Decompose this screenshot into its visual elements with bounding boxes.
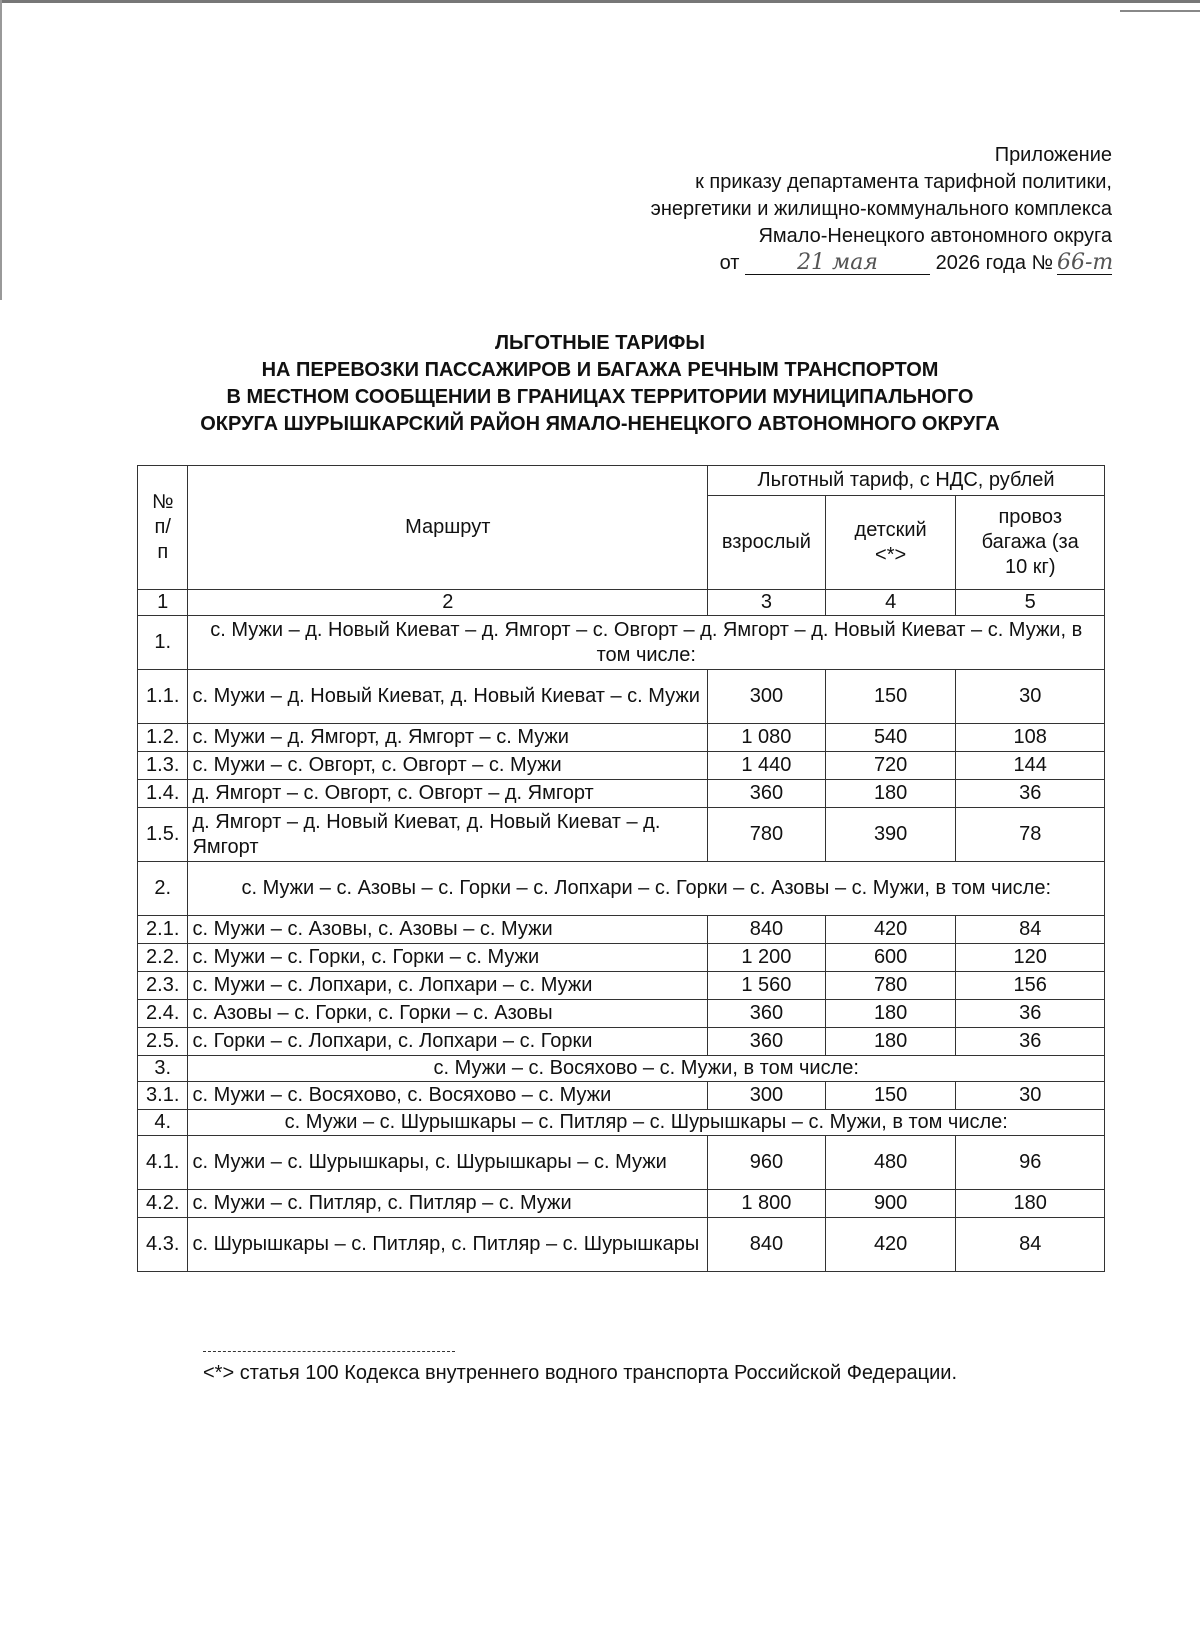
tariff-baggage: 36 (956, 1028, 1105, 1056)
row-number: 3.1. (138, 1082, 188, 1110)
title-line: НА ПЕРЕВОЗКИ ПАССАЖИРОВ И БАГАЖА РЕЧНЫМ ТРАНСПОРТОМ (261, 359, 939, 381)
column-number: 1 (138, 590, 188, 616)
column-number-row (138, 590, 1105, 616)
route-name: д. Ямгорт – д. Новый Киеват, д. Новый Киеват – д. Ямгорт (188, 808, 708, 862)
appendix-date-line (651, 250, 1112, 277)
tariff-baggage: 30 (956, 1082, 1105, 1110)
tariff-baggage: 156 (956, 972, 1105, 1000)
tariff-adult: 360 (708, 1000, 826, 1028)
tariff-baggage: 30 (956, 670, 1105, 724)
header-adult: взрослый (708, 496, 826, 590)
row-number: 1.5. (138, 808, 188, 862)
route-name: с. Шурышкары – с. Питляр, с. Питляр – с. Шурышкары (188, 1218, 708, 1272)
table-row (138, 752, 1105, 780)
tariff-baggage: 96 (956, 1136, 1105, 1190)
footnote: <*> статья 100 Кодекса внутреннего водного транспорта Российской Федерации. (203, 1362, 958, 1384)
tariff-child: 480 (825, 1136, 956, 1190)
tariff-child: 720 (825, 752, 956, 780)
route-name: с. Мужи – с. Питляр, с. Питляр – с. Мужи (188, 1190, 708, 1218)
tariff-child: 420 (825, 916, 956, 944)
route-name: с. Мужи – с. Овгорт, с. Овгорт – с. Мужи (188, 752, 708, 780)
tariff-baggage: 180 (956, 1190, 1105, 1218)
row-number: 1. (138, 616, 188, 670)
tariff-baggage: 144 (956, 752, 1105, 780)
appendix-line: к приказу департамента тарифной политики, (695, 171, 1112, 193)
title-line: ЛЬГОТНЫЕ ТАРИФЫ (495, 332, 705, 354)
row-number: 4. (138, 1110, 188, 1136)
tariff-adult: 780 (708, 808, 826, 862)
row-number: 2.1. (138, 916, 188, 944)
route-name: д. Ямгорт – с. Овгорт, с. Овгорт – д. Ямгорт (188, 780, 708, 808)
route-name: с. Мужи – с. Шурышкары, с. Шурышкары – с. Мужи (188, 1136, 708, 1190)
row-number: 1.2. (138, 724, 188, 752)
route-group-row (138, 1110, 1105, 1136)
column-number: 2 (188, 590, 708, 616)
row-number: 4.2. (138, 1190, 188, 1218)
table-row (138, 1218, 1105, 1272)
footnote-separator (203, 1351, 455, 1352)
route-name: с. Мужи – с. Азовы, с. Азовы – с. Мужи (188, 916, 708, 944)
document-title (0, 330, 1200, 438)
tariff-adult: 960 (708, 1136, 826, 1190)
route-name: с. Мужи – с. Восяхово, с. Восяхово – с. Мужи (188, 1082, 708, 1110)
table-row (138, 1136, 1105, 1190)
column-number: 5 (956, 590, 1105, 616)
header-baggage: провоз багажа (за 10 кг) (956, 496, 1105, 590)
tariff-baggage: 108 (956, 724, 1105, 752)
table-row (138, 1190, 1105, 1218)
scan-artifact (1120, 0, 1200, 12)
tariff-adult: 1 800 (708, 1190, 826, 1218)
tariff-child: 600 (825, 944, 956, 972)
page-edge (0, 0, 1200, 3)
tariff-child: 180 (825, 1000, 956, 1028)
table-row (138, 1000, 1105, 1028)
header-child: детский <*> (825, 496, 956, 590)
row-number: 1.1. (138, 670, 188, 724)
tariff-baggage: 84 (956, 1218, 1105, 1272)
row-number: 2.3. (138, 972, 188, 1000)
tariff-adult: 1 080 (708, 724, 826, 752)
header-route: Маршрут (188, 466, 708, 590)
tariff-adult: 1 440 (708, 752, 826, 780)
route-name: с. Мужи – с. Лопхари, с. Лопхари – с. Мужи (188, 972, 708, 1000)
tariff-baggage: 36 (956, 1000, 1105, 1028)
table-row (138, 1028, 1105, 1056)
tariff-adult: 840 (708, 1218, 826, 1272)
table-row (138, 780, 1105, 808)
route-name: с. Азовы – с. Горки, с. Горки – с. Азовы (188, 1000, 708, 1028)
row-number: 2.4. (138, 1000, 188, 1028)
tariff-adult: 1 560 (708, 972, 826, 1000)
tariff-adult: 840 (708, 916, 826, 944)
header-no: № п/п (138, 466, 188, 590)
tariff-adult: 1 200 (708, 944, 826, 972)
tariff-child: 900 (825, 1190, 956, 1218)
title-line: ОКРУГА ШУРЫШКАРСКИЙ РАЙОН ЯМАЛО-НЕНЕЦКОГО АВТОНОМНОГО ОКРУГА (200, 413, 1000, 435)
handwritten-date: 21 мая (745, 252, 930, 275)
route-name: с. Мужи – д. Новый Киеват, д. Новый Киеват – с. Мужи (188, 670, 708, 724)
route-group-row (138, 1056, 1105, 1082)
tariff-child: 180 (825, 780, 956, 808)
row-number: 2.5. (138, 1028, 188, 1056)
route-name: с. Мужи – д. Ямгорт, д. Ямгорт – с. Мужи (188, 724, 708, 752)
tariff-adult: 360 (708, 780, 826, 808)
page-edge (0, 0, 2, 300)
year-text: 2026 года № (935, 252, 1053, 274)
table-row (138, 724, 1105, 752)
tariff-child: 150 (825, 670, 956, 724)
table-row (138, 972, 1105, 1000)
header-row (138, 466, 1105, 496)
appendix-block (651, 142, 1112, 277)
table-row (138, 1082, 1105, 1110)
appendix-line: энергетики и жилищно-коммунального комплекса (650, 198, 1112, 220)
tariff-baggage: 36 (956, 780, 1105, 808)
appendix-title: Приложение (994, 144, 1112, 166)
tariff-child: 780 (825, 972, 956, 1000)
row-number: 1.4. (138, 780, 188, 808)
table-row (138, 944, 1105, 972)
tariff-table (137, 465, 1105, 1272)
route-group-name: с. Мужи – д. Новый Киеват – д. Ямгорт – с. Овгорт – д. Ямгорт – д. Новый Киеват – с. Мужи, в том числе: (188, 616, 1105, 670)
row-number: 4.1. (138, 1136, 188, 1190)
route-name: с. Мужи – с. Горки, с. Горки – с. Мужи (188, 944, 708, 972)
tariff-adult: 300 (708, 670, 826, 724)
column-number: 3 (708, 590, 826, 616)
tariff-child: 420 (825, 1218, 956, 1272)
route-group-name: с. Мужи – с. Восяхово – с. Мужи, в том числе: (188, 1056, 1105, 1082)
row-number: 2.2. (138, 944, 188, 972)
table-row (138, 670, 1105, 724)
route-group-row (138, 862, 1105, 916)
date-prefix: от (719, 252, 740, 274)
table-row (138, 916, 1105, 944)
route-name: с. Горки – с. Лопхари, с. Лопхари – с. Горки (188, 1028, 708, 1056)
tariff-baggage: 84 (956, 916, 1105, 944)
tariff-adult: 360 (708, 1028, 826, 1056)
tariff-child: 180 (825, 1028, 956, 1056)
tariff-child: 390 (825, 808, 956, 862)
route-group-name: с. Мужи – с. Азовы – с. Горки – с. Лопхари – с. Горки – с. Азовы – с. Мужи, в том числе: (188, 862, 1105, 916)
row-number: 4.3. (138, 1218, 188, 1272)
handwritten-order-number: 66-т (1057, 250, 1114, 275)
row-number: 3. (138, 1056, 188, 1082)
appendix-line: Ямало-Ненецкого автономного округа (758, 225, 1112, 247)
table-row (138, 808, 1105, 862)
row-number: 2. (138, 862, 188, 916)
route-group-name: с. Мужи – с. Шурышкары – с. Питляр – с. Шурышкары – с. Мужи, в том числе: (188, 1110, 1105, 1136)
tariff-child: 150 (825, 1082, 956, 1110)
row-number: 1.3. (138, 752, 188, 780)
tariff-child: 540 (825, 724, 956, 752)
tariff-baggage: 78 (956, 808, 1105, 862)
column-number: 4 (825, 590, 956, 616)
title-line: В МЕСТНОМ СООБЩЕНИИ В ГРАНИЦАХ ТЕРРИТОРИИ МУНИЦИПАЛЬНОГО (226, 386, 974, 408)
tariff-baggage: 120 (956, 944, 1105, 972)
route-group-row (138, 616, 1105, 670)
tariff-adult: 300 (708, 1082, 826, 1110)
header-tariff-group: Льготный тариф, с НДС, рублей (708, 466, 1105, 496)
